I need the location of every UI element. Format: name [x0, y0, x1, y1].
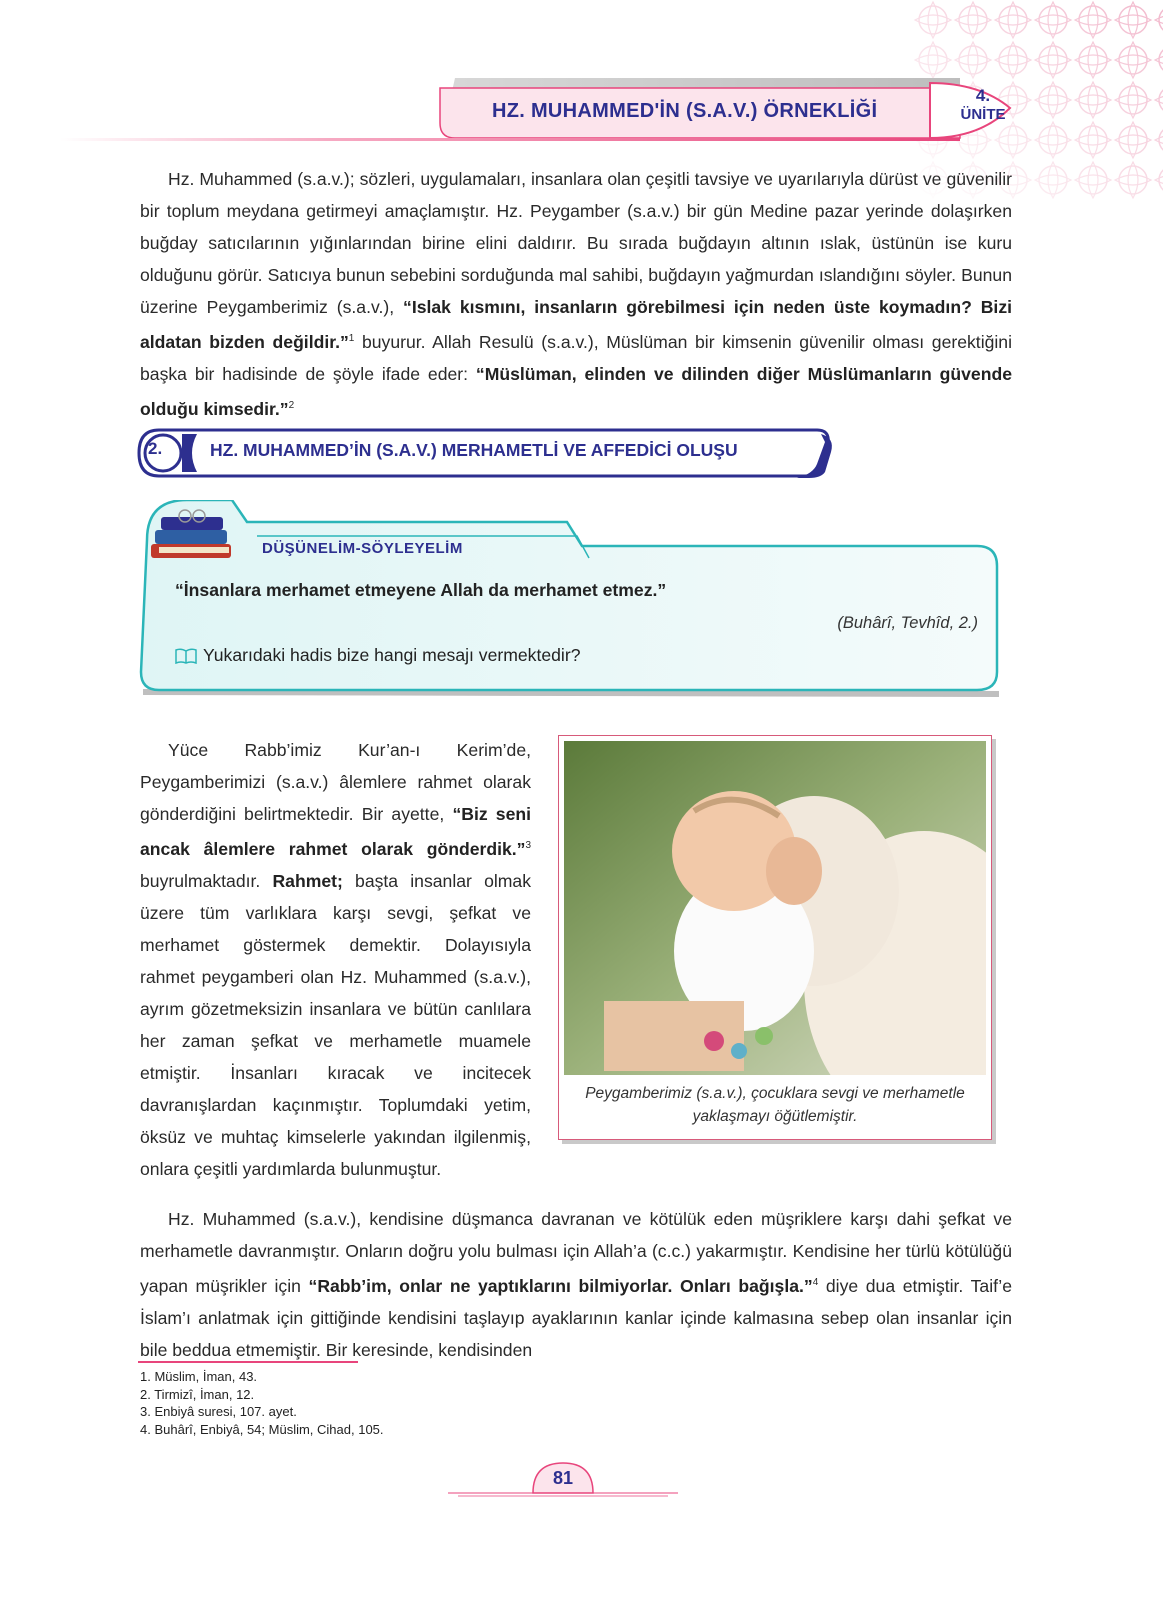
think-box-hadith: “İnsanlara merhamet etmeyene Allah da merhamet etmez.”	[175, 580, 667, 600]
unit-badge	[948, 78, 1018, 138]
footnote-item: 2. Tirmizî, İman, 12.	[140, 1386, 255, 1402]
hadith-quote-2: “Müslüman, elinden ve dilinden diğer Müslümanların güvende olduğu kimsedir.”	[140, 363, 1012, 419]
think-box-label: DÜŞÜNELİM-SÖYLEYELİM	[262, 540, 463, 557]
footnote-item: 3. Enbiyâ suresi, 107. ayet.	[140, 1404, 297, 1419]
photo-caption: Peygamberimiz (s.a.v.), çocuklara sevgi ve merhametle yaklaşmayı öğütlemiştir.	[585, 1085, 965, 1125]
intro-text-1: Hz. Muhammed (s.a.v.); sözleri, uygulamaları, insanlara olan çeşitli tavsiye ve uyarılarıyla dürüst ve güvenilir bir toplum meydana getirmeyi amaçlamıştır. Hz. Peygamber (s.a.v.) bir gün Medine pazar yerinde dolaşırken buğday satıcılarının yığınlarından birine elini daldırır. Bu sırada buğdayın altının ıslak, üstünün ise kuru olduğunu görür. Satıcıya bunun sebebini sorduğunda mal sahibi, buğdayın yağmurdan ıslandığını söyler. Bunun üzerine Peygamberimiz (s.a.v.),	[140, 169, 1012, 317]
section-number: 2.	[148, 439, 163, 458]
hadith-quote-1: “Islak kısmını, insanların görebilmesi için neden üste koymadın? Bizi aldatan bizden değildir.”	[140, 297, 1013, 352]
mercy-text-1: Yüce Rabb’imiz Kur’an-ı Kerim’de, Peygamberimizi (s.a.v.) âlemlere rahmet olarak gönderdiğini belirtmektedir. Bir ayette,	[140, 740, 531, 824]
intro-text-2: buyurur. Allah Resulü (s.a.v.), Müslüman bir kimsenin güvenilir olması gerektiğini başka bir hadisinde de şöyle ifade eder:	[140, 331, 1012, 384]
chapter-title: HZ. MUHAMMED'İN (S.A.V.) ÖRNEKLİĞİ	[492, 100, 878, 122]
books-icon	[151, 510, 231, 558]
open-book-icon	[175, 648, 197, 664]
unit-number: 4.	[975, 86, 991, 105]
footnote-divider	[138, 1361, 358, 1363]
mercy-paragraph	[140, 734, 531, 1185]
rahmet-term: Rahmet;	[272, 870, 343, 891]
footnote-ref-2: 2	[288, 399, 295, 411]
closing-text-2: diye dua etmiştir. Taif’e İslam’ı anlatmak için gittiğinde kendisini taşlayıp ayaklarının kanlar içinde kalmasına sebep olan insanlar için bile beddua etmemiştir. Bir keresinde, kendisinden	[140, 1275, 1012, 1360]
ayah-quote: “Biz seni ancak âlemlere rahmet olarak gönderdik.”	[140, 804, 532, 859]
closing-paragraph	[140, 1203, 1012, 1366]
footnote-item: 1. Müslim, İman, 43.	[140, 1369, 258, 1384]
mercy-text-3: başta insanlar olmak üzere tüm varlıklara karşı sevgi, şefkat ve merhamet göstermek demektir. Dolayısıyla rahmet peygamberi olan Hz. Muhammed (s.a.v.), ayrım gözetmeksizin insanlara ve bütün canlılara her zaman şefkat ve merhametle muamele etmiştir. İnsanları kıracak ve incitecek davranışlardan kaçınmıştır. Toplumdaki yetim, öksüz ve muhtaç kimselerle yakından ilgilenmiş, onlara çeşitli yardımlarda bulunmuştur.	[140, 870, 531, 1179]
dua-quote: “Rabb’im, onlar ne yaptıklarını bilmiyorlar. Onları bağışla.”	[308, 1275, 813, 1296]
page-number: 81	[552, 1468, 574, 1488]
footnotes	[140, 1368, 384, 1438]
mother-baby-photo	[564, 741, 986, 1075]
photo-frame	[558, 735, 992, 1140]
section-title: HZ. MUHAMMED’İN (S.A.V.) MERHAMETLİ VE AFFEDİCİ OLUŞU	[210, 440, 738, 460]
hadith-source: (Buhârî, Tevhîd, 2.)	[837, 614, 978, 632]
think-box-question	[175, 645, 580, 666]
footnote-item: 4. Buhârî, Enbiyâ, 54; Müslim, Cihad, 105.	[140, 1421, 384, 1437]
footnote-ref-3: 3	[525, 840, 531, 851]
footnote-ref-1: 1	[348, 333, 355, 344]
footnote-ref-4: 4	[812, 1277, 819, 1288]
closing-text-1: Hz. Muhammed (s.a.v.), kendisine düşmanca davranan ve kötülük eden müşriklere karşı dahi şefkat ve merhametle davranmıştır. Onların doğru yolu bulması için Allah’a (c.c.) yakarmıştır. Kendisine her türlü kötülüğü yapan müşrikler için	[140, 1209, 1012, 1296]
question-text: Yukarıdaki hadis bize hangi mesajı vermektedir?	[203, 645, 581, 665]
intro-paragraph	[140, 163, 1012, 425]
page-number-badge	[448, 1458, 678, 1500]
mercy-text-2: buyrulmaktadır.	[140, 870, 273, 891]
unit-label: ÜNİTE	[960, 106, 1006, 123]
